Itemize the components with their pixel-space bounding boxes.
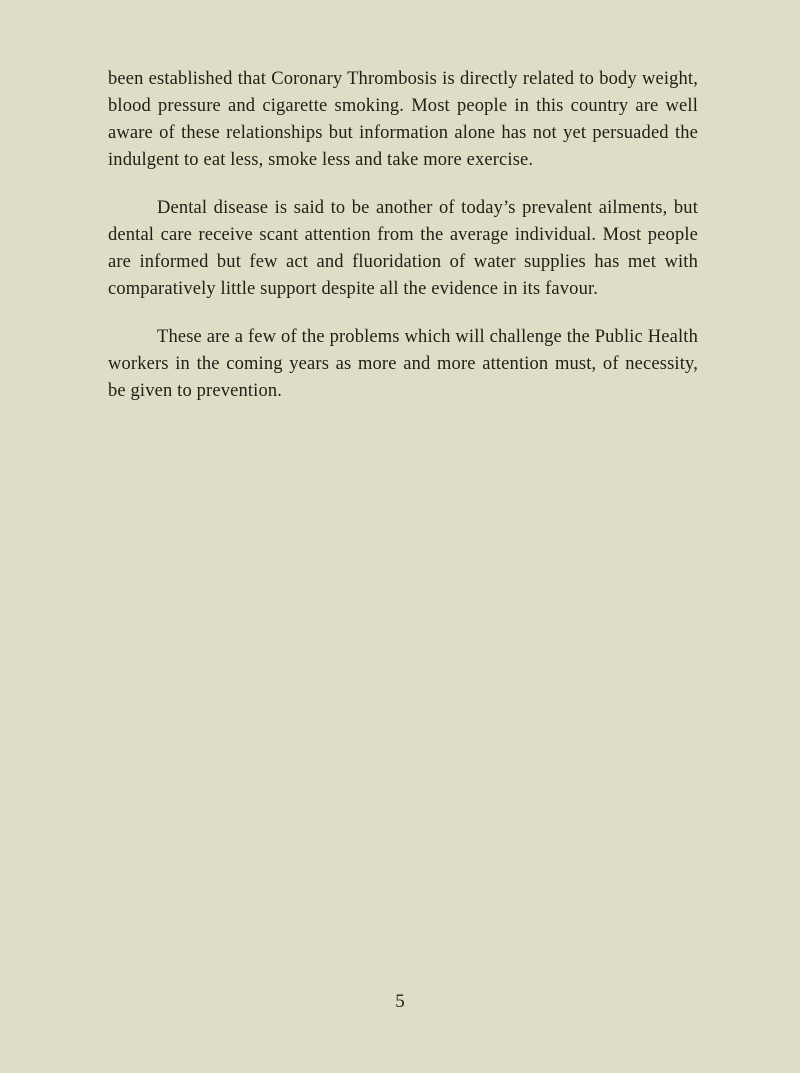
- paragraph-public-health-challenges: These are a few of the problems which will challenge the Public Health workers in the coming years as more and more attention must, of necessity, be given to prevention.: [108, 327, 698, 401]
- page-number: 5: [395, 991, 405, 1012]
- paragraph-dental-disease: Dental disease is said to be another of today’s prevalent ailments, but dental care receive scant attention from the average individual. Most people are informed but few act and fluoridation of water supplies has met with comparatively little support despite all the evidence in its favour.: [108, 198, 698, 299]
- paragraph-coronary-thrombosis: been established that Coronary Thrombosis is directly related to body weight, blood pressure and cigarette smoking. Most people in this country are well aware of these relationships but information alone has not yet persuaded the indulgent to eat less, smoke less and take more exercise.: [108, 69, 698, 170]
- document-body: [108, 66, 698, 426]
